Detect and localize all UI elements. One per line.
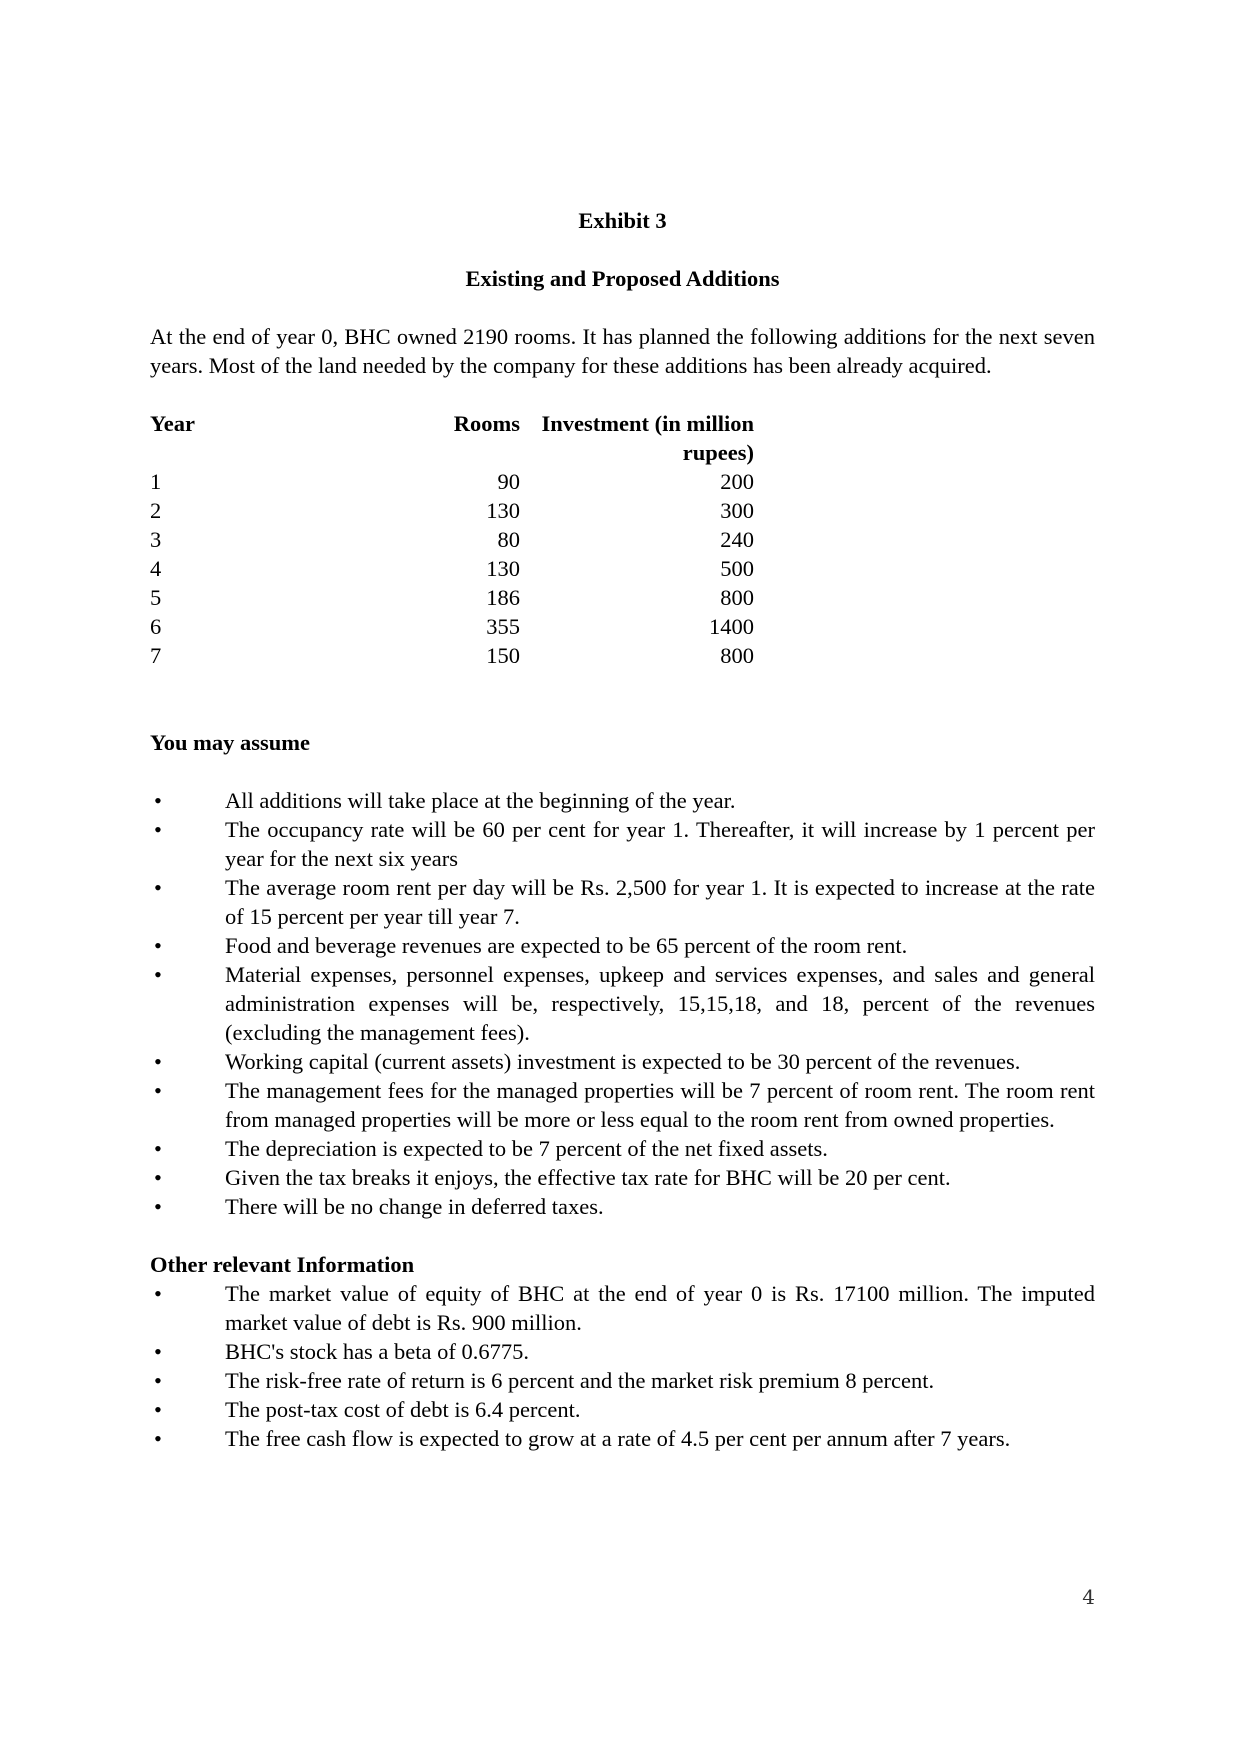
list-item xyxy=(150,931,1095,960)
bullet-icon: • xyxy=(154,788,162,813)
other-info-list xyxy=(150,1279,1095,1453)
page-number: 4 xyxy=(1082,1585,1095,1609)
header-investment: Investment (in million rupees) xyxy=(541,411,754,465)
page-content xyxy=(150,206,1095,1453)
list-item xyxy=(150,1047,1095,1076)
list-item xyxy=(150,1134,1095,1163)
cell-year: 5 xyxy=(150,585,162,610)
assumptions-list xyxy=(150,786,1095,1221)
list-item xyxy=(150,873,1095,931)
bullet-icon: • xyxy=(154,1049,162,1074)
cell-year: 1 xyxy=(150,469,162,494)
cell-rooms: 355 xyxy=(486,614,520,639)
list-item xyxy=(150,1076,1095,1134)
bullet-icon: • xyxy=(154,962,162,987)
list-item-text: The free cash flow is expected to grow at a rate of 4.5 per cent per annum after 7 years. xyxy=(225,1426,1011,1451)
table-row xyxy=(150,612,754,641)
cell-year: 7 xyxy=(150,643,162,668)
list-item-text: Working capital (current assets) investment is expected to be 30 percent of the revenues. xyxy=(225,1049,1021,1074)
cell-investment: 300 xyxy=(720,498,754,523)
intro-paragraph: At the end of year 0, BHC owned 2190 rooms. It has planned the following additions for the next seven years. Most of the land needed by the company for these additions has been already acquired. xyxy=(150,324,1095,378)
bullet-icon: • xyxy=(154,1281,162,1306)
list-item-text: The market value of equity of BHC at the end of year 0 is Rs. 17100 million. The imputed market value of debt is Rs. 900 million. xyxy=(225,1281,1095,1335)
additions-table xyxy=(150,409,754,670)
list-item-text: The average room rent per day will be Rs. 2,500 for year 1. It is expected to increase at the rate of 15 percent per year till year 7. xyxy=(225,875,1095,929)
cell-rooms: 80 xyxy=(497,527,520,552)
list-item xyxy=(150,1366,1095,1395)
cell-year: 3 xyxy=(150,527,162,552)
table-row xyxy=(150,641,754,670)
bullet-icon: • xyxy=(154,1397,162,1422)
table-row xyxy=(150,496,754,525)
header-rooms: Rooms xyxy=(453,411,520,436)
table-row xyxy=(150,525,754,554)
table-row xyxy=(150,583,754,612)
list-item-text: Given the tax breaks it enjoys, the effective tax rate for BHC will be 20 per cent. xyxy=(225,1165,951,1190)
list-item-text: The post-tax cost of debt is 6.4 percent. xyxy=(225,1397,581,1422)
header-year: Year xyxy=(150,411,195,436)
list-item xyxy=(150,1163,1095,1192)
list-item-text: The management fees for the managed properties will be 7 percent of room rent. The room rent from managed properties will be more or less equal to the room rent from owned properties. xyxy=(225,1078,1095,1132)
cell-year: 6 xyxy=(150,614,162,639)
cell-investment: 240 xyxy=(720,527,754,552)
bullet-icon: • xyxy=(154,1078,162,1103)
list-item-text: BHC's stock has a beta of 0.6775. xyxy=(225,1339,530,1364)
list-item-text: The depreciation is expected to be 7 percent of the net fixed assets. xyxy=(225,1136,828,1161)
bullet-icon: • xyxy=(154,1194,162,1219)
bullet-icon: • xyxy=(154,1136,162,1161)
bullet-icon: • xyxy=(154,1339,162,1364)
cell-rooms: 186 xyxy=(486,585,520,610)
cell-rooms: 150 xyxy=(486,643,520,668)
cell-rooms: 130 xyxy=(486,556,520,581)
list-item xyxy=(150,786,1095,815)
list-item xyxy=(150,815,1095,873)
cell-investment: 800 xyxy=(720,585,754,610)
cell-investment: 800 xyxy=(720,643,754,668)
bullet-icon: • xyxy=(154,1426,162,1451)
section-title: Existing and Proposed Additions xyxy=(465,266,780,291)
cell-investment: 1400 xyxy=(709,614,754,639)
cell-investment: 200 xyxy=(720,469,754,494)
bullet-icon: • xyxy=(154,933,162,958)
list-item-text: All additions will take place at the beginning of the year. xyxy=(225,788,736,813)
bullet-icon: • xyxy=(154,1368,162,1393)
cell-rooms: 90 xyxy=(497,469,520,494)
cell-rooms: 130 xyxy=(486,498,520,523)
bullet-icon: • xyxy=(154,875,162,900)
cell-investment: 500 xyxy=(720,556,754,581)
assumptions-heading: You may assume xyxy=(150,730,311,755)
list-item-text: The occupancy rate will be 60 per cent for year 1. Thereafter, it will increase by 1 percent per year for the next six years xyxy=(225,817,1095,871)
table-header-row xyxy=(150,409,754,467)
list-item-text: The risk-free rate of return is 6 percent and the market risk premium 8 percent. xyxy=(225,1368,935,1393)
other-info-heading: Other relevant Information xyxy=(150,1252,415,1277)
list-item xyxy=(150,1337,1095,1366)
table-row xyxy=(150,554,754,583)
bullet-icon: • xyxy=(154,817,162,842)
list-item xyxy=(150,1424,1095,1453)
bullet-icon: • xyxy=(154,1165,162,1190)
cell-year: 4 xyxy=(150,556,162,581)
table-row xyxy=(150,467,754,496)
list-item xyxy=(150,1395,1095,1424)
list-item-text: Food and beverage revenues are expected to be 65 percent of the room rent. xyxy=(225,933,908,958)
list-item xyxy=(150,960,1095,1047)
exhibit-title: Exhibit 3 xyxy=(578,208,667,233)
list-item xyxy=(150,1192,1095,1221)
list-item-text: Material expenses, personnel expenses, upkeep and services expenses, and sales and general administration expenses will be, respectively, 15,15,18, and 18, percent of the revenues (excluding the management fees). xyxy=(225,962,1095,1045)
cell-year: 2 xyxy=(150,498,162,523)
list-item-text: There will be no change in deferred taxes. xyxy=(225,1194,604,1219)
list-item xyxy=(150,1279,1095,1337)
